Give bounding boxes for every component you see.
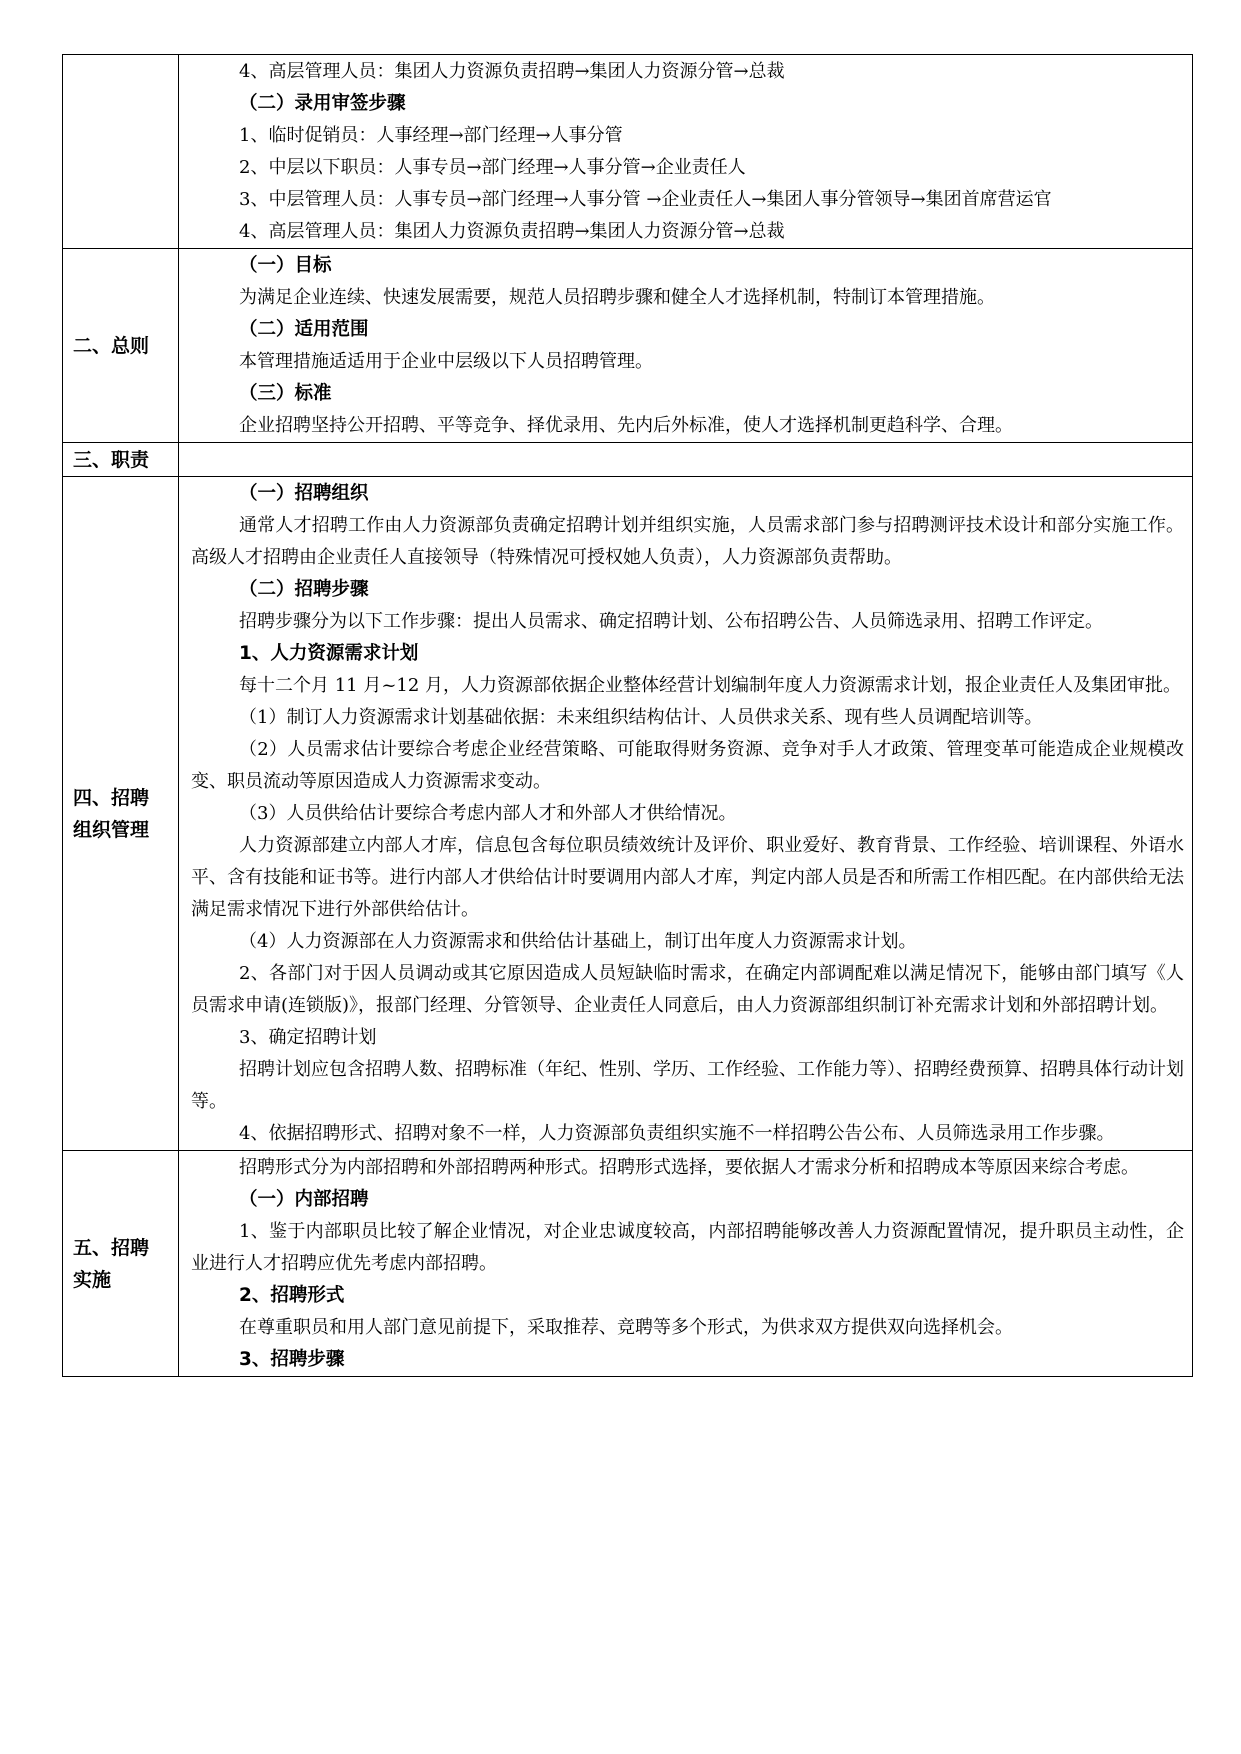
section-content-cell xyxy=(179,443,1193,477)
section-heading: （二）录用审签步骤 xyxy=(239,93,406,114)
paragraph: 1、临时促销员：人事经理→部门经理→人事分管 xyxy=(239,125,623,146)
section-content-cell xyxy=(179,55,1193,249)
table-row xyxy=(63,55,1193,249)
section-label: 二、总则 xyxy=(73,334,150,357)
section-content-cell xyxy=(179,477,1193,1151)
paragraph: 2、各部门对于因人员调动或其它原因造成人员短缺临时需求，在确定内部调配难以满足情况下，能够由部门填写《人员需求申请(连锁版)》，报部门经理、分管领导、企业责任人同意后，由人力资源部组织制订补充需求计划和外部招聘计划。 xyxy=(191,963,1184,1016)
paragraph: 1、鉴于内部职员比较了解企业情况，对企业忠诚度较高，内部招聘能够改善人力资源配置情况，提升职员主动性，企业进行人才招聘应优先考虑内部招聘。 xyxy=(191,1221,1184,1274)
paragraph: （3）人员供给估计要综合考虑内部人才和外部人才供给情况。 xyxy=(239,803,737,824)
section-label-cell xyxy=(63,1151,179,1377)
section-label-cell xyxy=(63,477,179,1151)
empty-line xyxy=(191,444,1184,476)
paragraph: 招聘形式分为内部招聘和外部招聘两种形式。招聘形式选择，要依据人才需求分析和招聘成本等原因来综合考虑。 xyxy=(239,1157,1139,1178)
section-label: 实施 xyxy=(73,1268,112,1291)
table-row xyxy=(63,1151,1193,1377)
section-label: 三、职责 xyxy=(73,448,150,471)
section-heading: （二）招聘步骤 xyxy=(239,579,369,600)
policy-table xyxy=(62,54,1193,1377)
section-content-cell xyxy=(179,1151,1193,1377)
section-label: 组织管理 xyxy=(73,818,150,841)
paragraph: 4、高层管理人员：集团人力资源负责招聘→集团人力资源分管→总裁 xyxy=(239,61,785,82)
section-heading: （三）标准 xyxy=(239,383,332,404)
paragraph: 每十二个月 11 月~12 月，人力资源部依据企业整体经营计划编制年度人力资源需求计划，报企业责任人及集团审批。 xyxy=(239,675,1182,696)
section-heading: 3、招聘步骤 xyxy=(239,1349,345,1370)
paragraph: 3、确定招聘计划 xyxy=(239,1027,377,1048)
paragraph: 4、依据招聘形式、招聘对象不一样，人力资源部负责组织实施不一样招聘公告公布、人员筛选录用工作步骤。 xyxy=(239,1123,1115,1144)
paragraph: 通常人才招聘工作由人力资源部负责确定招聘计划并组织实施，人员需求部门参与招聘测评技术设计和部分实施工作。高级人才招聘由企业责任人直接领导（特殊情况可授权她人负责），人力资源部负责帮助。 xyxy=(191,515,1184,568)
section-heading: 1、人力资源需求计划 xyxy=(239,643,419,664)
paragraph: 企业招聘坚持公开招聘、平等竞争、择优录用、先内后外标准，使人才选择机制更趋科学、合理。 xyxy=(239,415,1013,436)
paragraph: 招聘步骤分为以下工作步骤：提出人员需求、确定招聘计划、公布招聘公告、人员筛选录用、招聘工作评定。 xyxy=(239,611,1103,632)
section-label-cell xyxy=(63,443,179,477)
paragraph: （4）人力资源部在人力资源需求和供给估计基础上，制订出年度人力资源需求计划。 xyxy=(239,931,917,952)
paragraph: 人力资源部建立内部人才库，信息包含每位职员绩效统计及评价、职业爱好、教育背景、工作经验、培训课程、外语水平、含有技能和证书等。进行内部人才供给估计时要调用内部人才库，判定内部人员是否和所需工作相匹配。在内部供给无法满足需求情况下进行外部供给估计。 xyxy=(191,835,1184,920)
table-row xyxy=(63,477,1193,1151)
section-label: 四、招聘 xyxy=(73,786,150,809)
section-content-cell xyxy=(179,249,1193,443)
section-heading: 2、招聘形式 xyxy=(239,1285,345,1306)
paragraph: 本管理措施适适用于企业中层级以下人员招聘管理。 xyxy=(239,351,653,372)
paragraph: 为满足企业连续、快速发展需要，规范人员招聘步骤和健全人才选择机制，特制订本管理措施。 xyxy=(239,287,995,308)
table-row xyxy=(63,443,1193,477)
section-heading: （一）招聘组织 xyxy=(239,483,369,504)
section-label-cell xyxy=(63,55,179,249)
section-label-cell xyxy=(63,249,179,443)
paragraph: 4、高层管理人员：集团人力资源负责招聘→集团人力资源分管→总裁 xyxy=(239,221,785,242)
paragraph: 在尊重职员和用人部门意见前提下，采取推荐、竞聘等多个形式，为供求双方提供双向选择机会。 xyxy=(239,1317,1013,1338)
section-heading: （一）内部招聘 xyxy=(239,1189,369,1210)
paragraph: 3、中层管理人员：人事专员→部门经理→人事分管 →企业责任人→集团人事分管领导→集团首席营运官 xyxy=(239,189,1052,210)
section-heading: （一）目标 xyxy=(239,255,332,276)
table-row xyxy=(63,249,1193,443)
paragraph: （1）制订人力资源需求计划基础依据：未来组织结构估计、人员供求关系、现有些人员调配培训等。 xyxy=(239,707,1043,728)
paragraph: 2、中层以下职员：人事专员→部门经理→人事分管→企业责任人 xyxy=(239,157,746,178)
section-label: 五、招聘 xyxy=(73,1236,150,1259)
paragraph: （2）人员需求估计要综合考虑企业经营策略、可能取得财务资源、竞争对手人才政策、管理变革可能造成企业规模改变、职员流动等原因造成人力资源需求变动。 xyxy=(191,739,1184,792)
paragraph: 招聘计划应包含招聘人数、招聘标准（年纪、性别、学历、工作经验、工作能力等）、招聘经费预算、招聘具体行动计划等。 xyxy=(191,1059,1184,1112)
section-heading: （二）适用范围 xyxy=(239,319,369,340)
